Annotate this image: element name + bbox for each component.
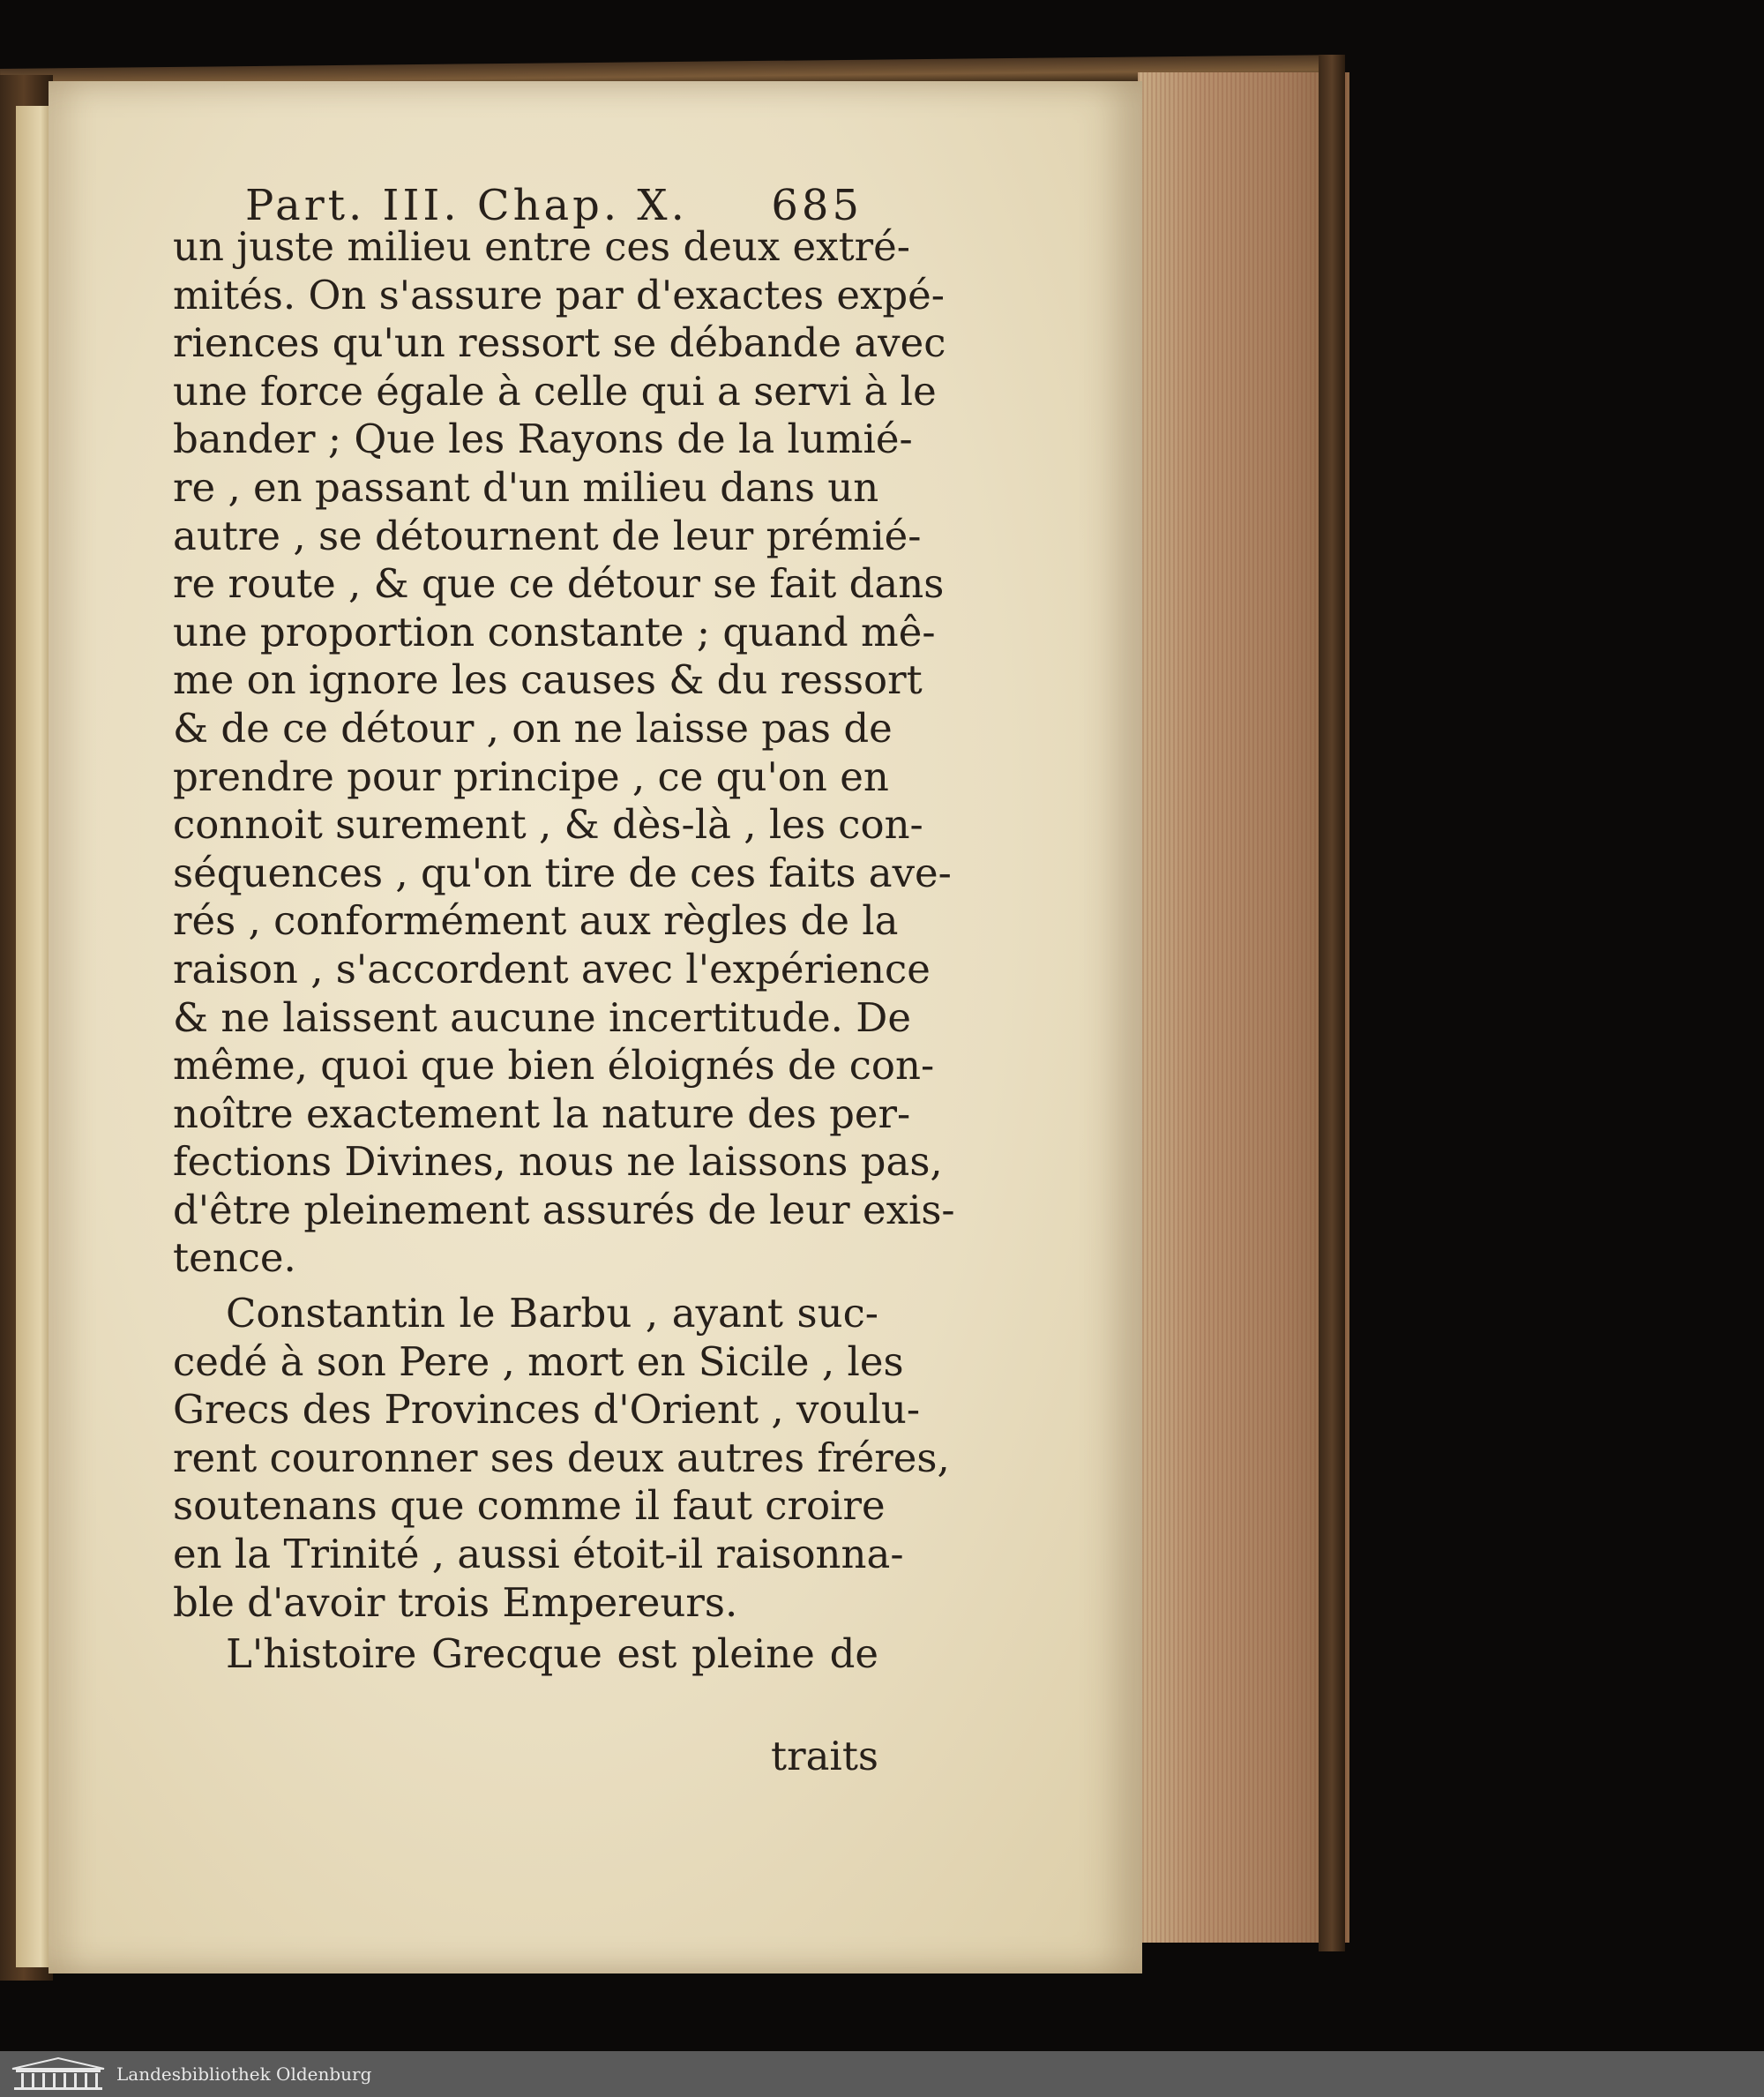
text-line: connoit surement , & dès-là , les con- bbox=[173, 801, 923, 849]
text-line: soutenans que comme il faut croire bbox=[173, 1482, 886, 1530]
text-line: riences qu'un ressort se débande avec bbox=[173, 319, 946, 367]
catchword: traits bbox=[771, 1733, 878, 1779]
text-line: cedé à son Pere , mort en Sicile , les bbox=[173, 1337, 904, 1385]
text-line: séquences , qu'on tire de ces faits ave- bbox=[173, 849, 952, 896]
text-line: & ne laissent aucune incertitude. De bbox=[173, 993, 912, 1041]
text-line: une force égale à celle qui a servi à le bbox=[173, 367, 937, 415]
running-title: Part. III. Chap. X. bbox=[245, 181, 688, 230]
text-line: raison , s'accordent avec l'expérience bbox=[173, 945, 931, 992]
library-building-icon bbox=[9, 2056, 108, 2092]
text-line: même, quoi que bien éloignés de con- bbox=[173, 1042, 935, 1090]
text-line: autre , se détournent de leur prémié- bbox=[173, 512, 922, 559]
page-text bbox=[173, 183, 955, 1679]
text-line: prendre pour principe , ce qu'on en bbox=[173, 753, 889, 800]
footer-bar bbox=[0, 2051, 1764, 2097]
left-page-edge bbox=[16, 106, 51, 1967]
text-line: me on ignore les causes & du ressort bbox=[173, 656, 923, 704]
text-line: un juste milieu entre ces deux extré- bbox=[173, 223, 910, 270]
text-line: re , en passant d'un milieu dans un bbox=[173, 463, 879, 511]
text-line: rent couronner ses deux autres fréres, bbox=[173, 1434, 950, 1481]
page-number: 685 bbox=[771, 181, 863, 230]
text-line: Grecs des Provinces d'Orient , voulu- bbox=[173, 1386, 921, 1434]
text-line: bander ; Que les Rayons de la lumié- bbox=[173, 416, 913, 463]
text-line: noître exactement la nature des per- bbox=[173, 1090, 911, 1137]
text-line: rés , conformément aux règles de la bbox=[173, 897, 899, 945]
text-line: en la Trinité , aussi étoit-il raisonna- bbox=[173, 1531, 904, 1578]
text-line: L'histoire Grecque est pleine de bbox=[226, 1630, 878, 1678]
book-right-cover bbox=[1319, 55, 1345, 1951]
text-line: une proportion constante ; quand mê- bbox=[173, 608, 936, 655]
page-block-fore-edge bbox=[1138, 72, 1349, 1943]
library-name: Landesbibliothek Oldenburg bbox=[116, 2063, 372, 2085]
text-line: & de ce détour , on ne laisse pas de bbox=[173, 704, 893, 752]
text-line: Constantin le Barbu , ayant suc- bbox=[226, 1290, 878, 1337]
text-line: fections Divines, nous ne laissons pas, bbox=[173, 1138, 943, 1186]
text-line: tence. bbox=[173, 1234, 296, 1282]
text-line: re route , & que ce détour se fait dans bbox=[173, 560, 945, 608]
text-line: mités. On s'assure par d'exactes expé- bbox=[173, 271, 945, 318]
text-line: ble d'avoir trois Empereurs. bbox=[173, 1578, 738, 1626]
text-line: d'être pleinement assurés de leur exis- bbox=[173, 1186, 955, 1233]
